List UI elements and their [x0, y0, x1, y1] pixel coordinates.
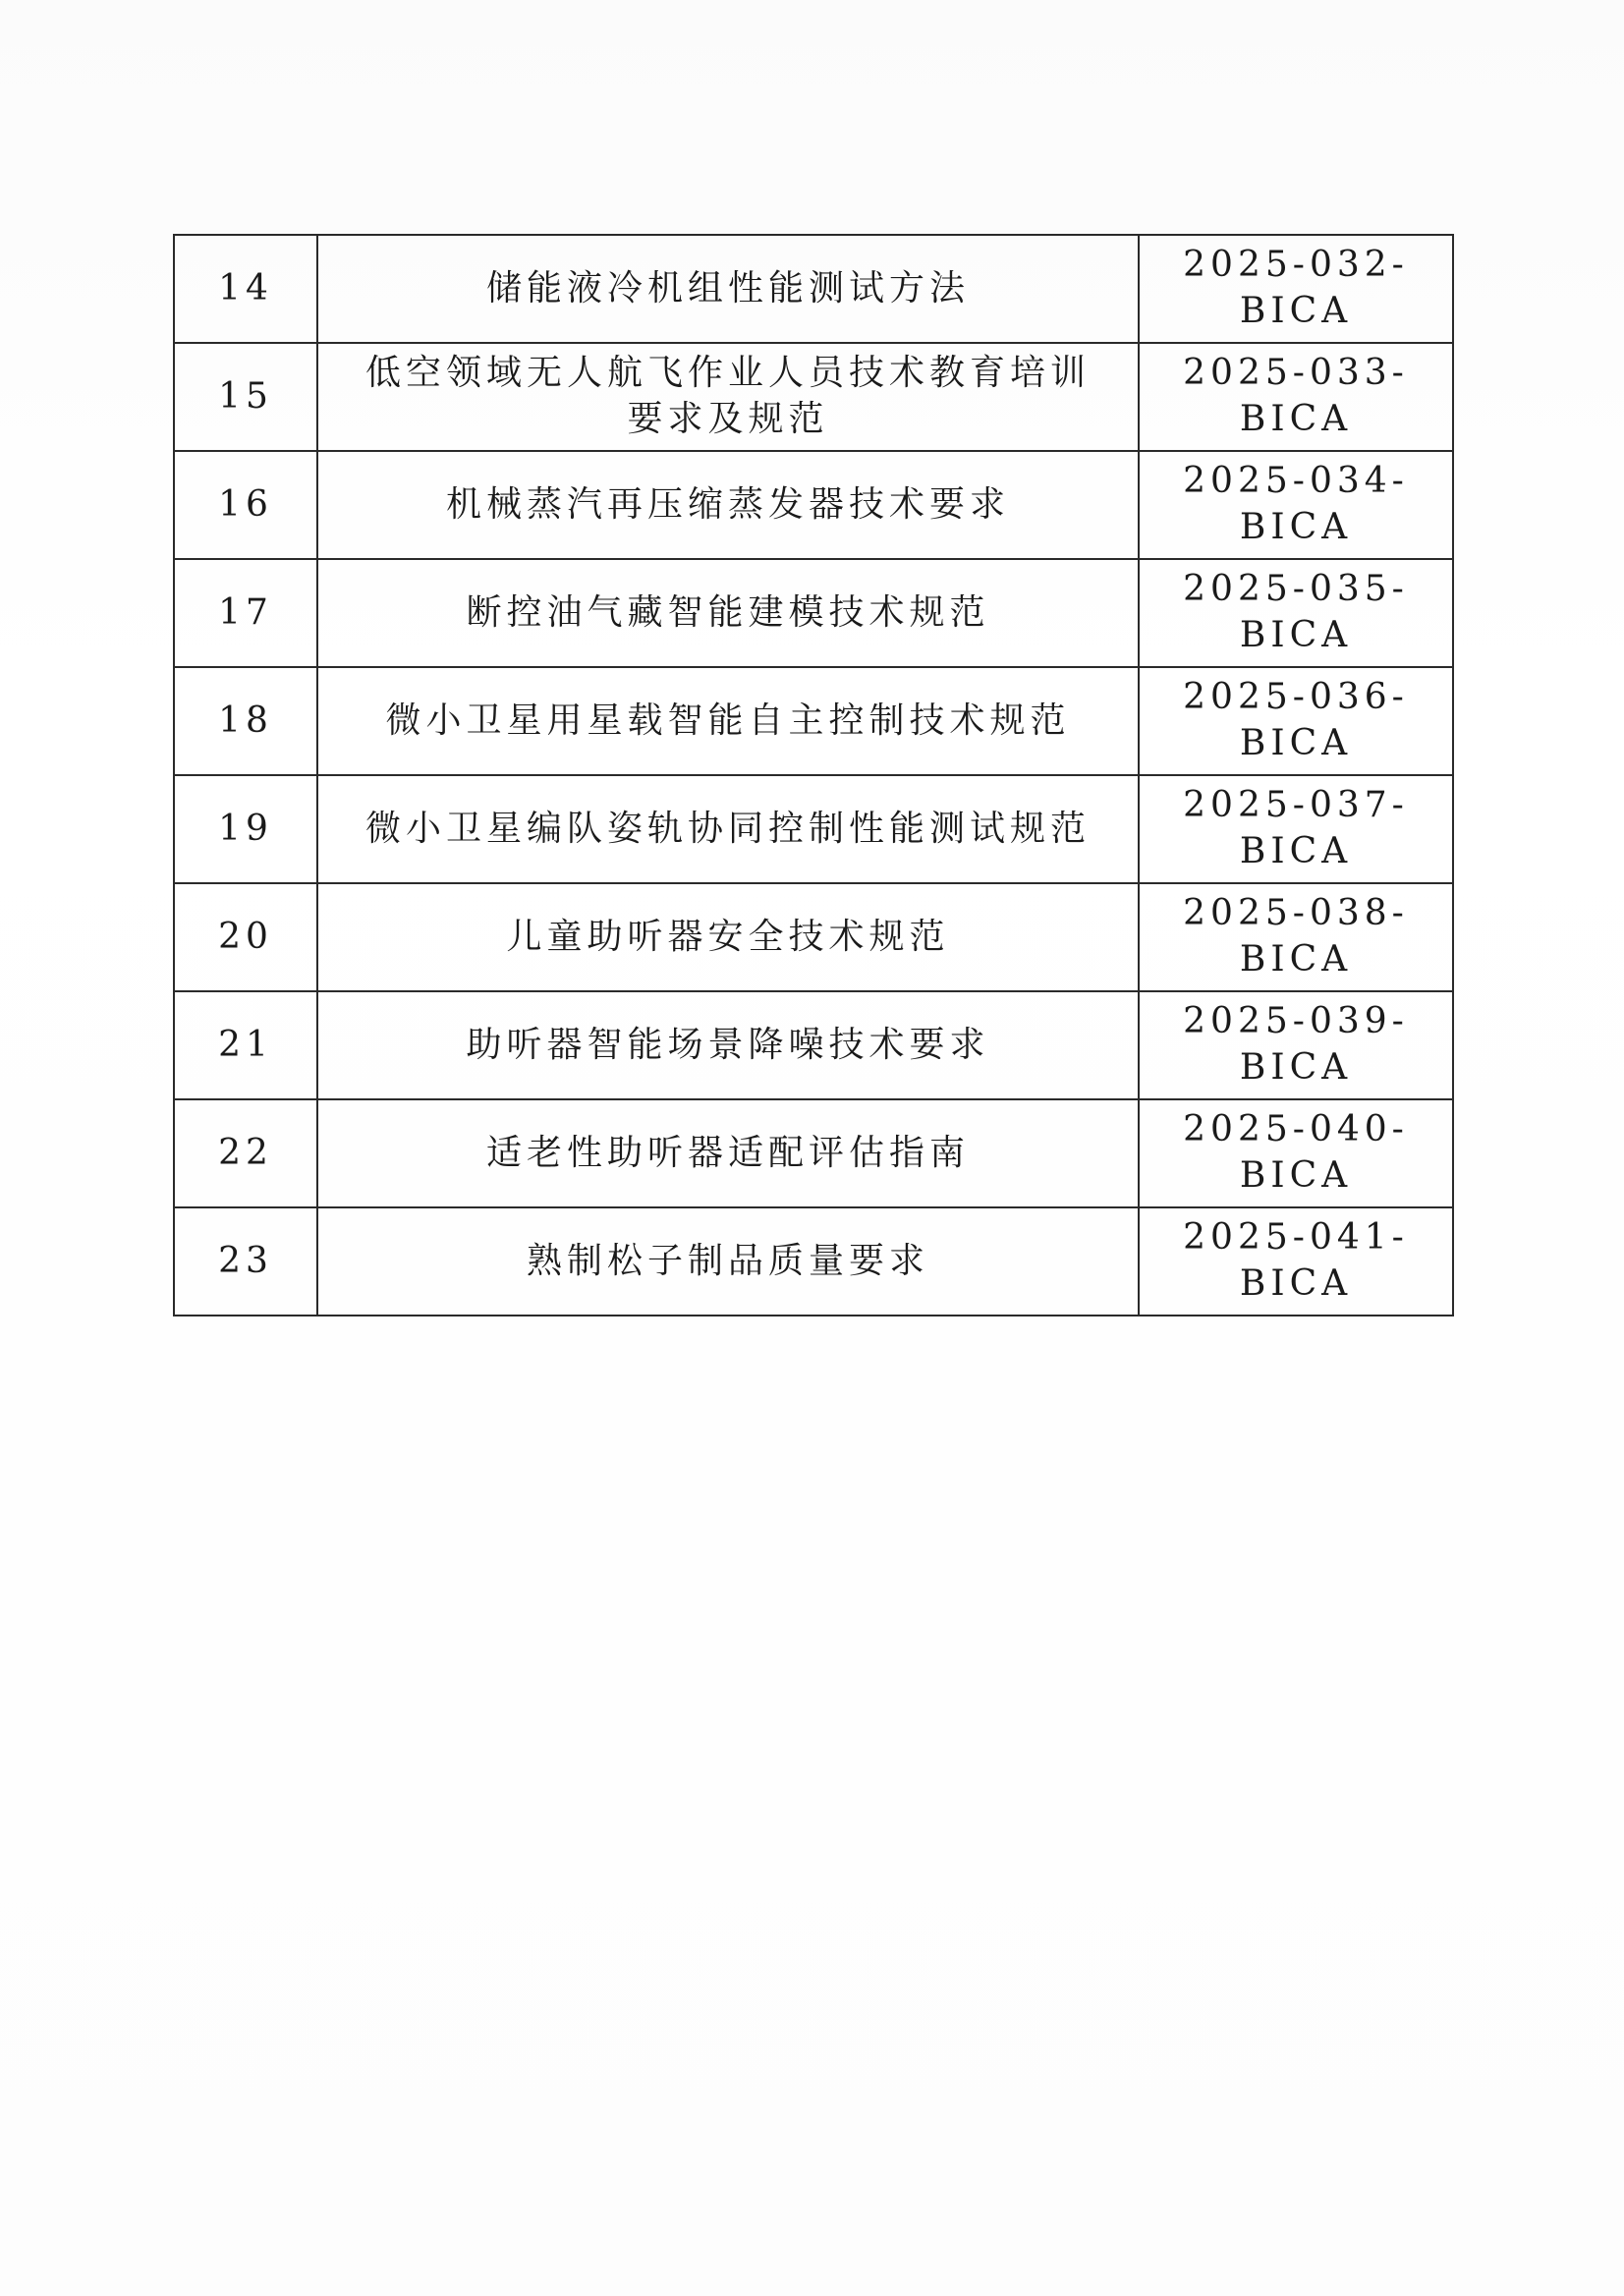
row-number-cell: 14: [174, 235, 317, 343]
standard-code-cell: 2025-037-BICA: [1139, 775, 1453, 883]
row-number-cell: 22: [174, 1099, 317, 1207]
standard-name-cell: [317, 883, 1139, 991]
table-row: [174, 667, 1453, 775]
standard-name-line: 适老性助听器适配评估指南: [485, 1132, 970, 1173]
table-row: [174, 991, 1453, 1099]
standard-name-cell: [317, 343, 1139, 451]
standard-name-line: 储能液冷机组性能测试方法: [485, 267, 970, 308]
standard-name-cell: [317, 667, 1139, 775]
standard-code-cell: 2025-041-BICA: [1139, 1207, 1453, 1316]
standard-name-cell: [317, 451, 1139, 559]
standard-code-cell: 2025-038-BICA: [1139, 883, 1453, 991]
standard-code-cell: 2025-034-BICA: [1139, 451, 1453, 559]
table-row: [174, 883, 1453, 991]
row-number-cell: 18: [174, 667, 317, 775]
standard-name-cell: [317, 1207, 1139, 1316]
standards-table-body: [174, 235, 1453, 1316]
standard-name-cell: [317, 235, 1139, 343]
row-number-cell: 15: [174, 343, 317, 451]
standard-code-cell: 2025-035-BICA: [1139, 559, 1453, 667]
table-row: [174, 343, 1453, 451]
standards-table: [173, 234, 1454, 1316]
row-number-cell: 23: [174, 1207, 317, 1316]
standard-code-cell: 2025-040-BICA: [1139, 1099, 1453, 1207]
standard-name-line: 低空领域无人航飞作业人员技术教育培训: [364, 353, 1091, 394]
table-row: [174, 1207, 1453, 1316]
standard-code-cell: 2025-033-BICA: [1139, 343, 1453, 451]
row-number-cell: 16: [174, 451, 317, 559]
standard-name-line: 熟制松子制品质量要求: [526, 1240, 929, 1281]
standard-name-cell: [317, 991, 1139, 1099]
row-number-cell: 19: [174, 775, 317, 883]
row-number-cell: 17: [174, 559, 317, 667]
standard-name-line: 助听器智能场景降噪技术要求: [466, 1024, 990, 1065]
standard-code-cell: 2025-036-BICA: [1139, 667, 1453, 775]
row-number-cell: 21: [174, 991, 317, 1099]
standard-name-line: 机械蒸汽再压缩蒸发器技术要求: [445, 483, 1010, 525]
table-row: [174, 559, 1453, 667]
table-row: [174, 235, 1453, 343]
standard-name-line: 断控油气藏智能建模技术规范: [466, 591, 990, 633]
standard-name-line: 微小卫星编队姿轨协同控制性能测试规范: [364, 808, 1091, 849]
table-row: [174, 775, 1453, 883]
standard-code-cell: 2025-039-BICA: [1139, 991, 1453, 1099]
standard-name-cell: [317, 559, 1139, 667]
standard-name-cell: [317, 1099, 1139, 1207]
table-row: [174, 1099, 1453, 1207]
standard-name-line: 儿童助听器安全技术规范: [506, 916, 950, 957]
standard-name-line: 微小卫星用星载智能自主控制技术规范: [385, 700, 1071, 741]
standard-name-cell: [317, 775, 1139, 883]
row-number-cell: 20: [174, 883, 317, 991]
table-row: [174, 451, 1453, 559]
standard-code-cell: 2025-032-BICA: [1139, 235, 1453, 343]
standard-name-line: 要求及规范: [627, 399, 829, 439]
